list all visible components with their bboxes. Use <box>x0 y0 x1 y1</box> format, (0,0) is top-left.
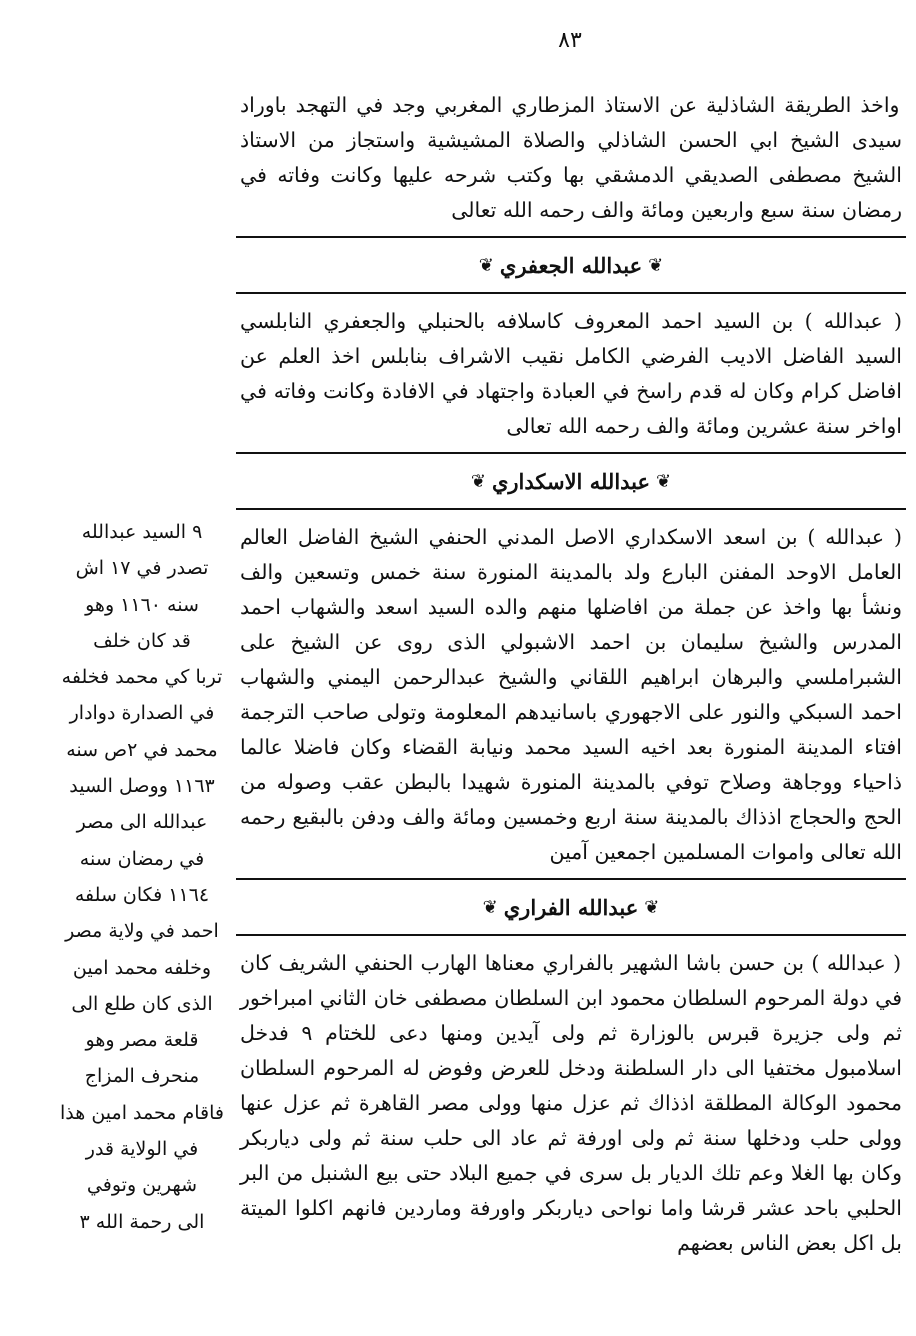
entry-text <box>236 946 906 1261</box>
intro-text <box>236 88 906 228</box>
ornament-icon: ❦ <box>482 896 498 918</box>
intro-paragraph <box>236 88 906 228</box>
text-line: كرام وكان له قدم راسخ في العبادة واجتهاد في الافادة وكانت وفاته في اواخر <box>240 379 902 438</box>
text-line: الفاضل الاديب الفرضي الكامل نقيب الاشراف بنابلس اخذ العلم عن افاضل <box>240 344 902 403</box>
margin-line: الى رحمة الله ٣ <box>79 1210 205 1233</box>
entry-text <box>236 304 906 444</box>
margin-line: عبدالله الى مصر <box>76 811 208 834</box>
text-line: سنة عشرين ومائة والف رحمه الله تعالى <box>506 414 851 438</box>
entry-jafari <box>236 236 906 444</box>
margin-line: تصدر في ١٧ اش <box>75 557 209 580</box>
margin-line: محمد في ٢ص سنه <box>66 738 218 761</box>
ornament-icon: ❦ <box>648 254 664 276</box>
text-line: ( عبدالله ) بن اسعد الاسكداري الاصل المدني الحنفي الشيخ الفاضل العالم العامل <box>240 525 902 584</box>
text-line: المطلقة اذذاك ثم عزل منها وولى مصر القاهرة ثم عزل عنها وولى حلب ودخلها <box>240 1091 903 1150</box>
text-line: مختفيا الى دار السلطنة ودخل للعرض وفوض له المرحوم السلطان محمود الوكالة <box>240 1056 903 1115</box>
margin-line: في رمضان سنه <box>79 847 205 870</box>
text-line: الاوحد المفنن البارع ولد بالمدينة المنورة سنة خمس وتسعين والف ونشأ بها واخذ <box>240 560 902 619</box>
text-line: شهيدا بالبطن عقب وصوله من الحج والحجاج اذذاك بالمدينة سنة اربع وخمسين <box>240 770 902 829</box>
margin-line: في الصدارة دوادار <box>69 702 215 725</box>
section-heading: عبدالله الجعفري <box>499 252 643 278</box>
text-line: محمد ونيابة القضاء وكان فاضلا عالما ذاحياء ووجاهة وصلاح توفي بالمدينة المنورة <box>240 735 902 794</box>
text-line: في دولة المرحوم السلطان محمود ابن السلطان مصطفى خان الثاني امبراخور ثم ولى <box>240 986 902 1045</box>
margin-line: ١١٦٣ ووصل السيد <box>69 775 215 798</box>
margin-line: فاقام محمد امين هذا <box>60 1101 224 1124</box>
page-number: ٨٣ <box>558 28 582 53</box>
margin-line: شهرين وتوفي <box>86 1174 198 1197</box>
margin-line: قلعة مصر وهو <box>85 1029 199 1052</box>
entry-text <box>236 520 906 870</box>
section-heading: عبدالله الفراري <box>503 894 639 920</box>
text-line: سنة ثم ولى اورفة ثم عاد الى حلب سنة ثم ولى دياربكر وكان بها الغلا وعم تلك <box>240 1126 902 1185</box>
text-line: سيدى الشيخ ابي الحسن الشاذلي والصلاة المشيشية واستجاز من الاستاذ الشيخ <box>240 128 902 187</box>
ornament-icon: ❦ <box>656 470 672 492</box>
ornament-icon: ❦ <box>470 470 486 492</box>
margin-line: منحرف المزاج <box>84 1065 200 1088</box>
section-heading-box <box>236 236 906 294</box>
section-heading: عبدالله الاسكداري <box>491 468 651 494</box>
margin-line: ٩ السيد عبدالله <box>81 521 203 543</box>
margin-line: الذى كان طلع الى <box>71 992 213 1015</box>
text-line: الديار بل سرى في جميع البلاد حتى بيع الشنبل من البر الحلبي باحد عشر قرشا واما <box>240 1161 902 1220</box>
ornament-icon: ❦ <box>644 896 660 918</box>
section-heading-box <box>236 452 906 510</box>
text-line: ( عبدالله ) بن حسن باشا الشهير بالفراري معناها الهارب الحنفي الشريف كان <box>240 951 902 975</box>
margin-line: وخلفه محمد امين <box>72 956 212 979</box>
text-line: نواحى دياربكر واورفة وماردين فانهم اكلوا الميتة بل اكل بعض الناس بعضهم <box>240 1196 902 1255</box>
section-heading-box <box>236 878 906 936</box>
margin-line: احمد في ولاية مصر <box>65 920 219 943</box>
text-line: واخذ الطريقة الشاذلية عن الاستاذ المزطاري المغربي وجد في التهجد باوراد <box>240 93 900 117</box>
margin-note <box>58 514 226 1240</box>
text-line: سنة سبع واربعين ومائة والف رحمه الله تعالى <box>451 198 836 222</box>
entry-farari <box>236 878 906 1261</box>
entry-iskadari <box>236 452 906 870</box>
margin-line: ١١٦٤ فكان سلفه <box>74 883 210 906</box>
text-line: ومائة والف ودفن بالبقيع رحمه الله تعالى واموات المسلمين اجمعين آمين <box>240 805 902 864</box>
margin-line: في الولاية قدر <box>85 1138 199 1161</box>
text-line: باسانيدهم المعلومة وتولى صاحب الترجمة افتاء المدينة المنورة بعد اخيه السيد <box>240 700 902 759</box>
margin-line: قد كان خلف <box>93 629 191 652</box>
main-text-column <box>236 88 906 1261</box>
margin-line: تربا كي محمد فخلفه <box>61 666 223 689</box>
margin-line: سنه ١١٦٠ وهو <box>85 593 199 616</box>
text-line: ( عبدالله ) بن السيد احمد المعروف كاسلافه بالحنبلي والجعفري النابلسي السيد <box>240 309 902 368</box>
ornament-icon: ❦ <box>478 254 494 276</box>
text-line: اللقاني والشيخ عبدالرحمن اليمني والشهاب احمد السبكي والنور على الاجهوري <box>240 665 902 724</box>
text-line: سليمان بن احمد الاشبولي الذى روى عن الشيخ على الشبراملسي والبرهان ابراهيم <box>240 630 902 689</box>
text-line: جزيرة قبرس بالوزارة ثم ولى آيدين ومنها دعى للختام ٩ فدخل اسلامبول <box>240 1021 903 1080</box>
text-line: عن جملة من افاضلها منهم والده السيد اسعد والشهاب احمد المدرس والشيخ <box>240 595 902 654</box>
text-line: مصطفى الصديقي الدمشقي بها وكتب شرحه عليها وكانت وفاته في رمضان <box>240 163 902 222</box>
